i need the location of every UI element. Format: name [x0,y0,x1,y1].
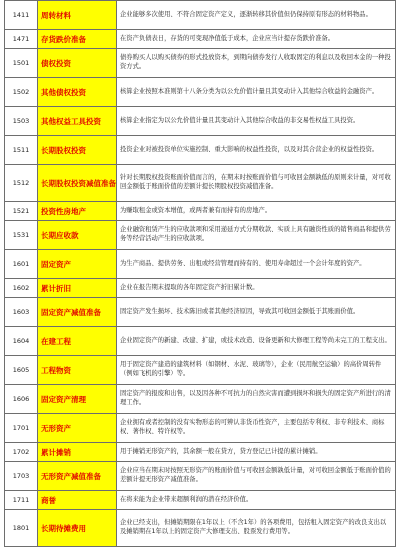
account-description: 企业融资租赁产生的应收款项和采用递延方式分期收款、实质上具有融资性质的销售商品和提供劳务等经营活动产生的应收款项。 [117,221,396,250]
account-description: 为赚取租金或资本增值，或两者兼有而持有的房地产。 [117,202,396,221]
account-name: 无形资产 [38,414,117,443]
account-name: 累计折旧 [38,279,117,298]
account-description: 用于固定资产建造的建筑材料（如钢材、水泥、玻璃等），企业（民用航空运输）的高价周转件（例如飞机的引擎）等。 [117,356,396,385]
account-code: 1512 [5,165,38,202]
account-code: 1471 [5,30,38,49]
account-name: 长期待摊费用 [38,510,117,547]
accounts-table-body [5,1,396,547]
account-code: 1801 [5,510,38,547]
account-name: 投资性房地产 [38,202,117,221]
account-code: 1601 [5,250,38,279]
table-row [5,443,396,462]
account-name: 长期股权投资 [38,136,117,165]
account-code: 1701 [5,414,38,443]
account-name: 累计摊销 [38,443,117,462]
account-name: 债权投资 [38,49,117,78]
account-code: 1602 [5,279,38,298]
account-code: 1503 [5,107,38,136]
table-row [5,107,396,136]
table-row [5,250,396,279]
accounts-table [4,0,396,547]
table-row [5,385,396,414]
account-description: 债券购买人以购买债券的形式投放资本，到期向债券发行人收取固定的利息以及收回本金的一种投资方式。 [117,49,396,78]
account-name: 存货跌价准备 [38,30,117,49]
account-description: 针对长期股权投资账面价值而言的，在期末时按账面价值与可收回金额孰低的原则来计量，对可收回金额低于账面价值的差额计提长期股权投资减值准备。 [117,165,396,202]
account-code: 1521 [5,202,38,221]
table-row [5,221,396,250]
account-description: 为生产商品、提供劳务、出租或经营管理而持有的、使用寿命超过一个会计年度的资产。 [117,250,396,279]
account-description: 核算企业按照本准则第十八条分类为以公允价值计量且其变动计入其他综合收益的金融资产。 [117,78,396,107]
account-name: 工程物资 [38,356,117,385]
account-code: 1411 [5,1,38,30]
table-row [5,279,396,298]
account-name: 其他债权投资 [38,78,117,107]
account-description: 投资企业对被投资单位实施控制、重大影响的权益性投资，以及对其合营企业的权益性投资。 [117,136,396,165]
account-name: 长期股权投资减值准备 [38,165,117,202]
table-row [5,414,396,443]
account-name: 其他权益工具投资 [38,107,117,136]
account-name: 固定资产减值准备 [38,298,117,327]
account-name: 周转材料 [38,1,117,30]
account-description: 企业固定资产的新建、改建、扩建，或技术改造、设备更新和大修理工程等尚未完工的工程支出。 [117,327,396,356]
account-name: 长期应收款 [38,221,117,250]
account-name: 商誉 [38,491,117,510]
table-row [5,1,396,30]
account-name: 固定资产清理 [38,385,117,414]
account-description: 企业已经支出，但摊销期限在1年以上（不含1年）的各项费用，包括租入固定资产的改良支出以及摊销期在1年以上的固定资产大修理支出、股票发行费用等。 [117,510,396,547]
account-description: 用于摊销无形资产的，其余额一般在贷方，贷方登记已计提的累计摊销。 [117,443,396,462]
account-description: 在资产负债表日，存货的可变现净值低于成本，企业应当计提存货跌价准备。 [117,30,396,49]
account-code: 1605 [5,356,38,385]
account-name: 在建工程 [38,327,117,356]
account-code: 1501 [5,49,38,78]
account-code: 1511 [5,136,38,165]
table-row [5,202,396,221]
table-row [5,49,396,78]
account-code: 1604 [5,327,38,356]
account-description: 企业应当在期末时按照无形资产的账面价值与可收回金额孰低计量，对可收回金额低于账面价值的差额计提无形资产减值准备。 [117,462,396,491]
account-description: 企业能够多次使用、不符合固定资产定义，逐渐转移其价值但仍保持原有形态的材料物品。 [117,1,396,30]
table-row [5,298,396,327]
account-code: 1702 [5,443,38,462]
table-row [5,136,396,165]
account-code: 1502 [5,78,38,107]
account-description: 固定资产的报废和出售，以及因各种不可抗力的自然灾害而遭到损坏和损失的固定资产所进行的清理工作。 [117,385,396,414]
account-description: 在将来能为企业带来超额利润的潜在经济价值。 [117,491,396,510]
account-name: 无形资产减值准备 [38,462,117,491]
table-row [5,165,396,202]
table-row [5,510,396,547]
table-row [5,356,396,385]
account-description: 核算企业指定为以公允价值计量且其变动计入其他综合收益的非交易性权益工具投资。 [117,107,396,136]
table-row [5,491,396,510]
account-description: 固定资产发生损坏、技术陈旧或者其他经济原因，导致其可收回金额低于其账面价值。 [117,298,396,327]
account-name: 固定资产 [38,250,117,279]
account-description: 企业在报告期末提取的各年固定资产折旧累计数。 [117,279,396,298]
account-code: 1603 [5,298,38,327]
account-code: 1711 [5,491,38,510]
table-row [5,462,396,491]
table-row [5,30,396,49]
account-code: 1531 [5,221,38,250]
account-code: 1703 [5,462,38,491]
table-row [5,78,396,107]
account-code: 1606 [5,385,38,414]
account-description: 企业拥有或者控制的没有实物形态的可辨认非货币性资产，主要包括专利权、非专利技术、商标权、著作权、特许权等。 [117,414,396,443]
table-row [5,327,396,356]
